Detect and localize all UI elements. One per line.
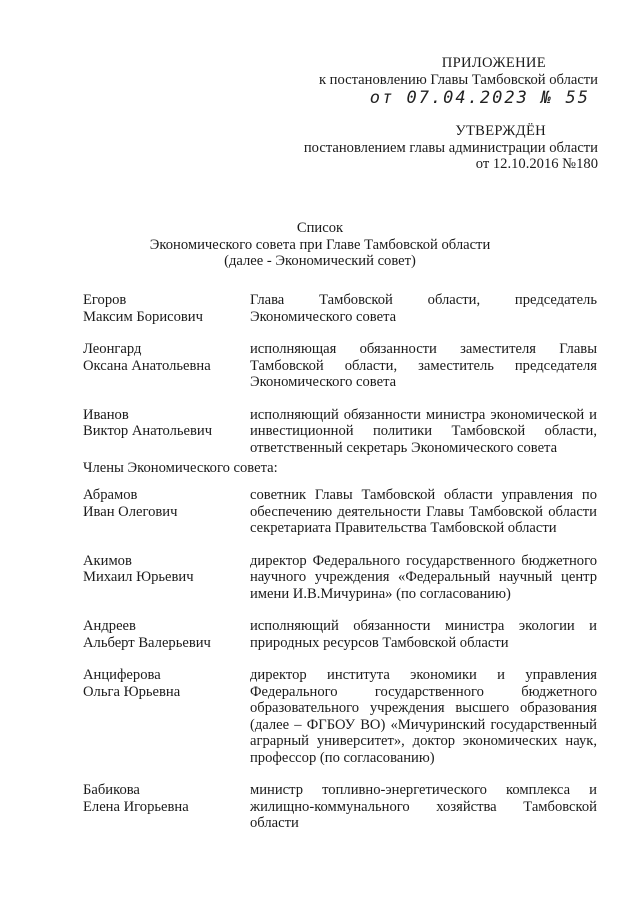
person-surname: Егоров bbox=[83, 292, 127, 308]
person-name bbox=[83, 667, 250, 766]
appendix-header bbox=[319, 55, 598, 107]
person-role: директор института экономики и управления Федерального государственного бюджетного образовательного учреждения высшего образования (далее – ФГБОУ ВО) «Мичуринский государственный аграрный университет», доктор экономических наук, профессор (по согласованию) bbox=[250, 667, 597, 766]
person-given-names: Альберт Валерьевич bbox=[83, 634, 211, 651]
person-role: министр топливно-энергетического комплекса и жилищно-коммунального хозяйства Тамбовской области bbox=[250, 782, 597, 831]
person-name bbox=[83, 292, 250, 325]
list-item bbox=[83, 667, 597, 766]
appendix-title: ПРИЛОЖЕНИЕ bbox=[441, 55, 546, 71]
list-item bbox=[83, 553, 597, 603]
members-heading: Члены Экономического совета: bbox=[83, 460, 278, 476]
list-item bbox=[83, 487, 597, 537]
approved-line-2: от 12.10.2016 №180 bbox=[475, 156, 598, 172]
person-role: директор Федерального государственного бюджетного научного учреждения «Федеральный научный центр имени И.В.Мичурина» (по согласованию) bbox=[250, 552, 597, 602]
person-surname: Леонгард bbox=[83, 341, 142, 357]
person-name bbox=[83, 553, 250, 603]
person-name bbox=[83, 487, 250, 537]
person-given-names: Иван Олегович bbox=[83, 503, 178, 520]
person-given-names: Ольга Юрьевна bbox=[83, 683, 181, 700]
person-given-names: Михаил Юрьевич bbox=[83, 569, 194, 585]
person-name bbox=[83, 407, 250, 457]
person-role: исполняющий обязанности министра экономической и инвестиционной политики Тамбовской области, ответственный секретарь Экономического совета bbox=[250, 406, 597, 456]
person-surname: Абрамов bbox=[83, 487, 138, 503]
person-given-names: Максим Борисович bbox=[83, 308, 203, 325]
person-surname: Анциферова bbox=[83, 667, 161, 683]
list-title-line-1: Экономического совета при Главе Тамбовской области bbox=[149, 236, 491, 253]
person-name bbox=[83, 782, 250, 832]
list-title-block bbox=[0, 220, 640, 270]
approved-title: УТВЕРЖДЁН bbox=[455, 123, 546, 139]
person-name bbox=[83, 341, 250, 391]
list-item bbox=[83, 341, 597, 391]
person-role: исполняющий обязанности министра экологии и природных ресурсов Тамбовской области bbox=[250, 618, 597, 651]
person-role: советник Главы Тамбовской области управления по обеспечению деятельности Главы Тамбовской области секретариата Правительства Тамбовской области bbox=[250, 487, 597, 536]
person-surname: Иванов bbox=[83, 406, 129, 423]
person-given-names: Елена Игорьевна bbox=[83, 798, 189, 815]
person-surname: Андреев bbox=[83, 618, 136, 634]
person-role: Глава Тамбовской области, председатель Экономического совета bbox=[250, 292, 597, 325]
leadership-list bbox=[83, 292, 597, 456]
list-item bbox=[83, 292, 597, 325]
list-item bbox=[83, 618, 597, 651]
person-given-names: Виктор Анатольевич bbox=[83, 423, 213, 439]
person-surname: Акимов bbox=[83, 552, 132, 569]
list-title-line-2: (далее - Экономический совет) bbox=[224, 253, 416, 269]
appendix-reference: к постановлению Главы Тамбовской области bbox=[318, 71, 598, 88]
person-surname: Бабикова bbox=[83, 782, 140, 798]
list-item bbox=[83, 782, 597, 832]
handwritten-date-number: от 07.04.2023 № 55 bbox=[369, 88, 590, 108]
approved-header bbox=[304, 123, 598, 173]
person-name bbox=[83, 618, 250, 651]
approved-line-1: постановлением главы администрации области bbox=[303, 139, 598, 156]
list-item bbox=[83, 407, 597, 457]
list-title: Список bbox=[296, 220, 344, 236]
person-given-names: Оксана Анатольевна bbox=[83, 357, 211, 374]
members-list bbox=[83, 487, 597, 832]
person-role: исполняющая обязанности заместителя Главы Тамбовской области, заместитель председателя Экономического совета bbox=[250, 341, 597, 390]
